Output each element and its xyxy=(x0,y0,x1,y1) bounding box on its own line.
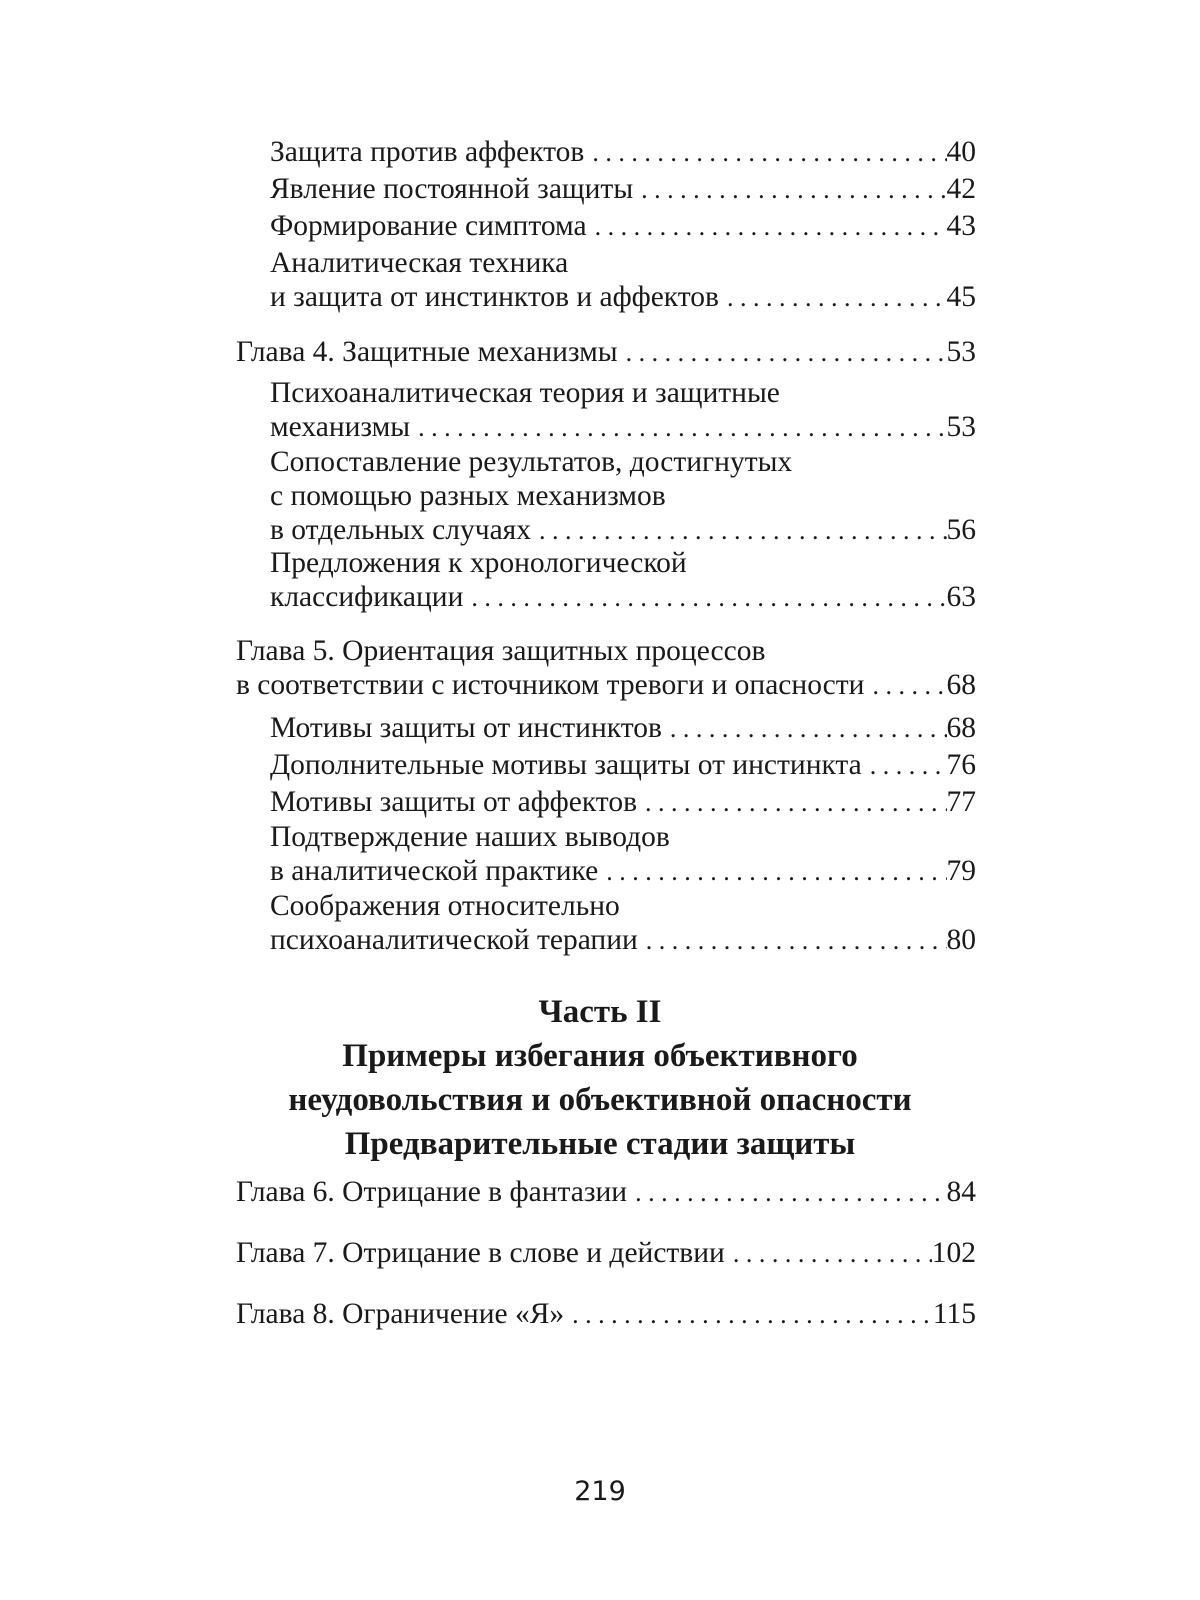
part-title-line: неудовольствия и объективной опасности xyxy=(288,1082,912,1118)
dot-leader xyxy=(627,1176,946,1210)
toc-entry xyxy=(270,376,976,445)
dot-leader xyxy=(584,136,946,170)
toc-chapter xyxy=(236,335,976,370)
dot-leader xyxy=(719,281,947,315)
page-number: 84 xyxy=(946,1176,976,1208)
dot-leader xyxy=(463,581,946,615)
entry-title: классификации xyxy=(270,581,464,613)
entry-title: Мотивы защиты от инстинктов xyxy=(270,712,662,744)
chapter-title: Глава 7. Отрицание в слове и действии xyxy=(236,1237,725,1269)
page-number: 68 xyxy=(946,712,976,744)
entry-title: в аналитической практике xyxy=(270,855,599,887)
page-number: 53 xyxy=(946,411,976,443)
entry-title: механизмы xyxy=(270,411,411,443)
toc-chapter xyxy=(236,634,976,703)
dot-leader xyxy=(531,514,947,548)
toc-entry xyxy=(270,209,976,244)
page-number: 80 xyxy=(946,924,976,956)
dot-leader xyxy=(587,210,947,244)
toc-entry xyxy=(270,546,976,615)
page-number: 42 xyxy=(946,173,976,205)
entry-title-line: Предложения к хронологической xyxy=(270,547,687,579)
entry-title-line: Сопоставление результатов, достигнутых xyxy=(270,446,793,478)
dot-leader xyxy=(637,786,947,820)
toc-entry xyxy=(270,135,976,170)
page-number: 77 xyxy=(946,786,976,818)
part-label: Часть II xyxy=(538,994,662,1030)
toc-entry xyxy=(270,820,976,889)
entry-title: и защита от инстинктов и аффектов xyxy=(270,281,719,313)
dot-leader xyxy=(662,712,947,746)
page-number: 79 xyxy=(946,855,976,887)
entry-title-line: с помощью разных механизмов xyxy=(270,480,666,512)
entry-title-line: Аналитическая техника xyxy=(270,247,569,279)
page-number: 53 xyxy=(946,336,976,368)
entry-title-line: Подтверждение наших выводов xyxy=(270,821,670,853)
page-number: 76 xyxy=(946,749,976,781)
toc-entry xyxy=(270,889,976,958)
part-title-line: Предварительные стадии защиты xyxy=(344,1126,856,1162)
dot-leader xyxy=(864,669,946,703)
toc-entry xyxy=(270,748,976,783)
part-heading xyxy=(160,990,1040,1166)
entry-title: Явление постоянной защиты xyxy=(270,173,634,205)
part-title-line: Примеры избегания объективного xyxy=(342,1038,858,1074)
chapter-title: в соответствии с источником тревоги и опасности xyxy=(236,669,865,701)
page-number: 102 xyxy=(931,1237,976,1269)
dot-leader xyxy=(862,749,947,783)
dot-leader xyxy=(725,1237,932,1271)
page-number: 56 xyxy=(946,514,976,546)
entry-title: Формирование симптома xyxy=(270,210,587,242)
toc-entry xyxy=(270,172,976,207)
entry-title-line: Психоаналитическая теория и защитные xyxy=(270,377,780,409)
toc-entry xyxy=(270,445,976,548)
dot-leader xyxy=(638,924,947,958)
toc-chapter xyxy=(236,1297,976,1332)
toc-entry xyxy=(270,785,976,820)
dot-leader xyxy=(410,411,946,445)
entry-title: психоаналитической терапии xyxy=(270,924,638,956)
chapter-title: Глава 4. Защитные механизмы xyxy=(236,336,618,368)
dot-leader xyxy=(598,855,946,889)
chapter-title-line: Глава 5. Ориентация защитных процессов xyxy=(236,635,766,667)
page-folio: 219 xyxy=(574,1476,626,1507)
toc-chapter xyxy=(236,1236,976,1271)
page-number: 63 xyxy=(946,581,976,613)
entry-title: Мотивы защиты от аффектов xyxy=(270,786,637,818)
chapter-title: Глава 8. Ограничение «Я» xyxy=(236,1298,565,1330)
page-number: 68 xyxy=(946,669,976,701)
page-number: 115 xyxy=(932,1298,976,1330)
page-number: 45 xyxy=(946,281,976,313)
dot-leader xyxy=(564,1298,933,1332)
dot-leader xyxy=(618,336,947,370)
page-number: 43 xyxy=(946,210,976,242)
entry-title-line: Соображения относительно xyxy=(270,890,620,922)
entry-title: Дополнительные мотивы защиты от инстинкта xyxy=(270,749,862,781)
dot-leader xyxy=(633,173,946,207)
toc-chapter xyxy=(236,1175,976,1210)
entry-title: в отдельных случаях xyxy=(270,514,531,546)
page-number: 40 xyxy=(946,136,976,168)
entry-title: Защита против аффектов xyxy=(270,136,585,168)
toc-entry xyxy=(270,246,976,315)
toc-entry xyxy=(270,711,976,746)
chapter-title: Глава 6. Отрицание в фантазии xyxy=(236,1176,628,1208)
